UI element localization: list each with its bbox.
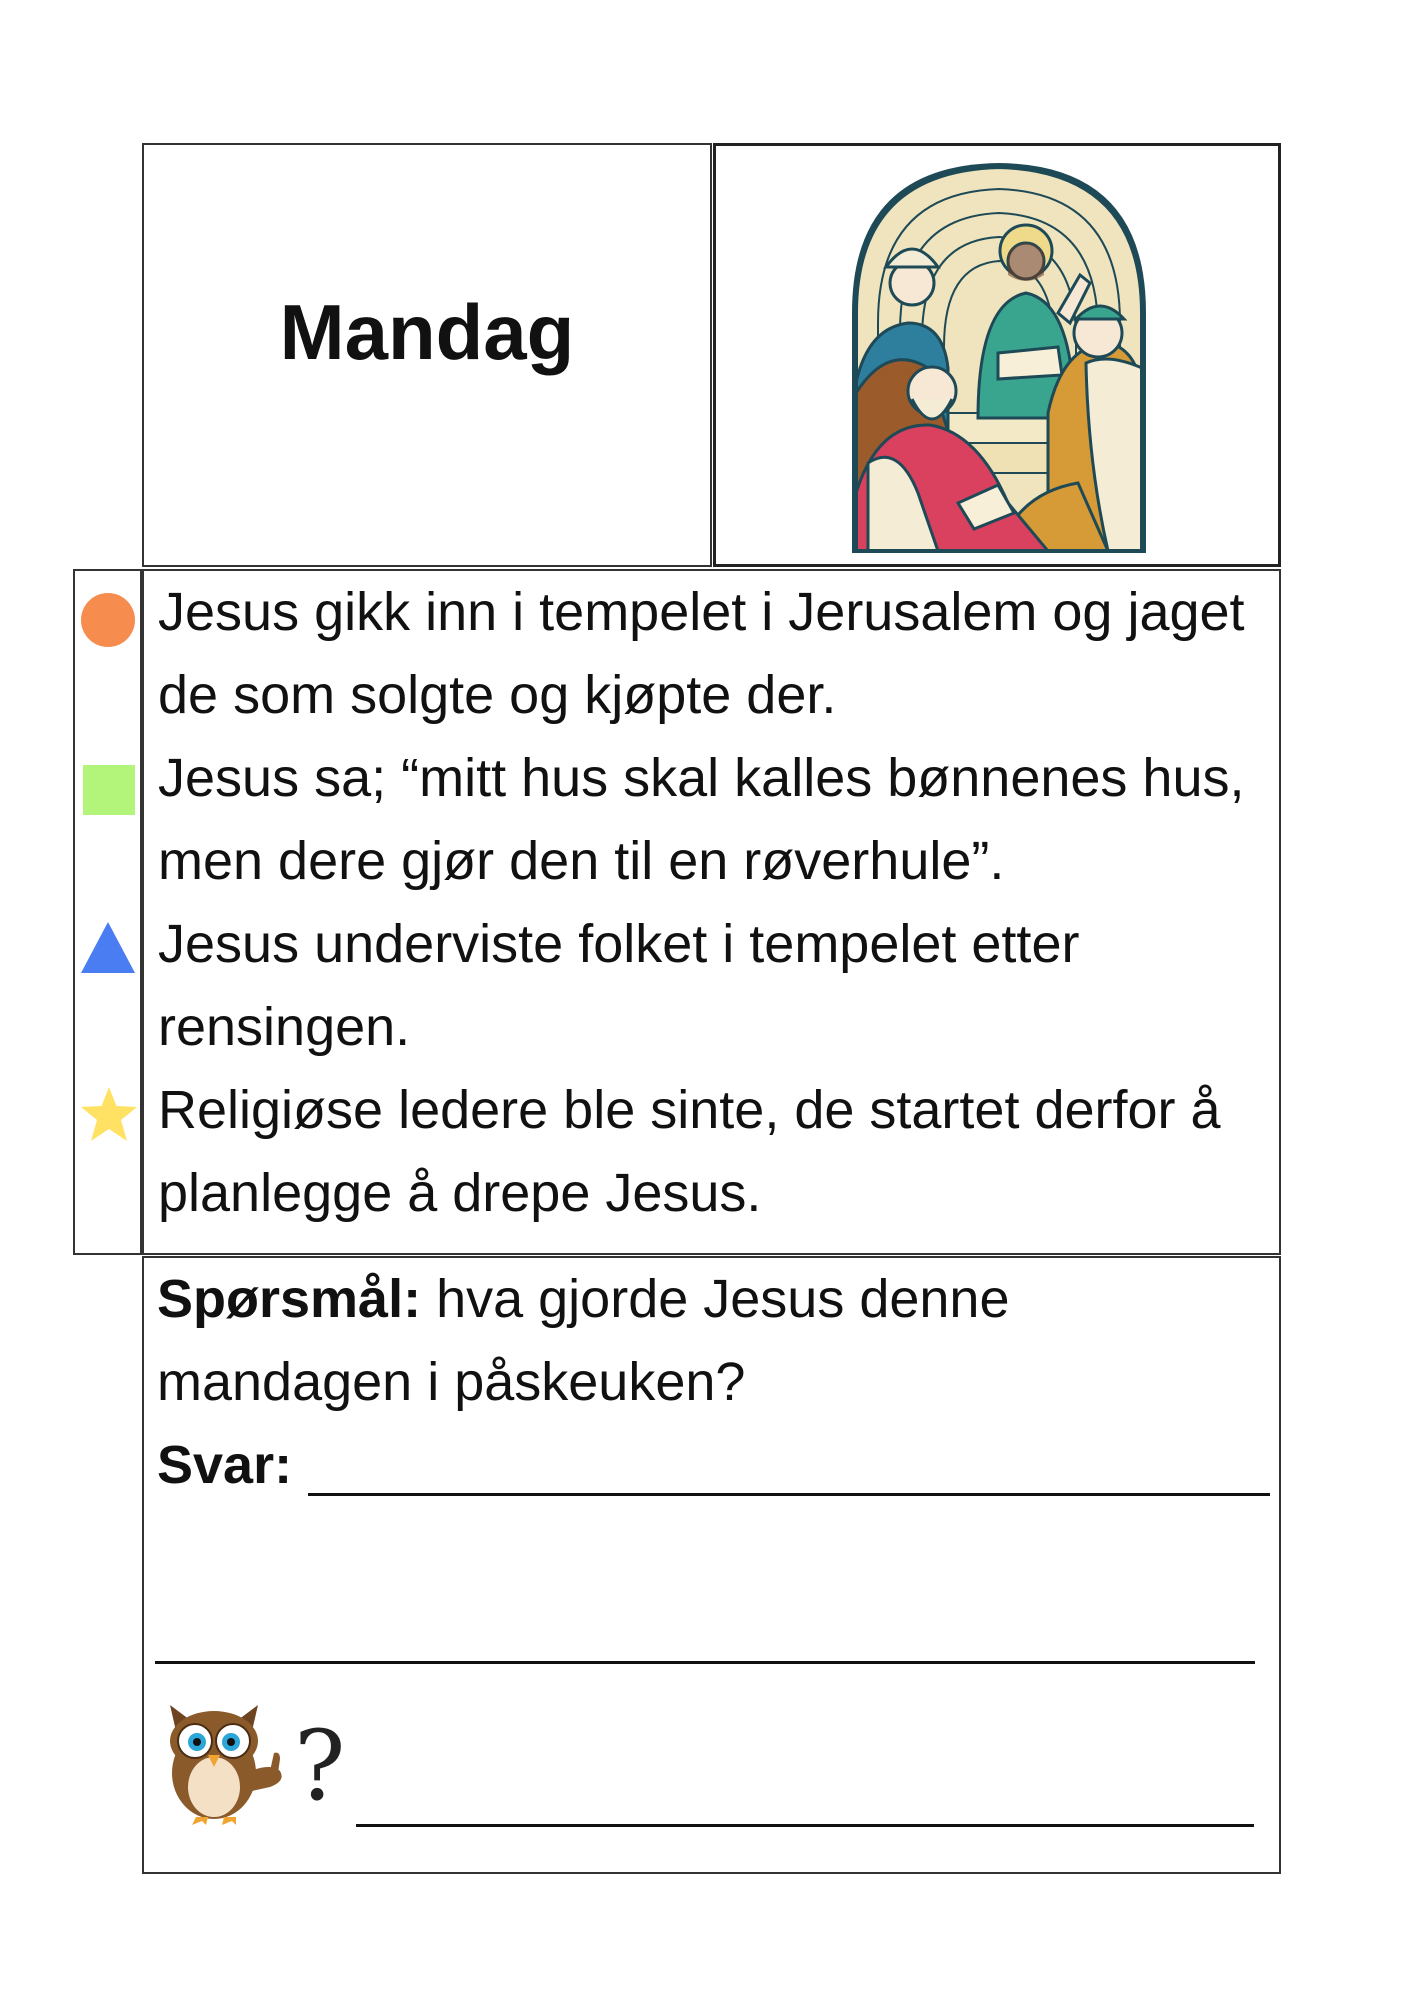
statements-cell	[142, 569, 1281, 1255]
answer-label: Svar:	[157, 1435, 293, 1495]
question-line-1	[157, 1258, 1010, 1341]
statement-1: Jesus gikk inn i tempelet i Jerusalem og jaget de som solgte og kjøpte der.	[158, 582, 1245, 725]
jesus-teaching-in-temple-stained-glass-icon	[848, 163, 1150, 555]
question-text-part-1: hva gjorde Jesus denne	[421, 1269, 1010, 1329]
owl-question-mark: ?	[294, 1710, 346, 1822]
blue-triangle-icon	[79, 919, 137, 977]
yellow-star-icon	[79, 1085, 139, 1143]
green-square-icon	[79, 761, 137, 819]
statement-4: Religiøse ledere ble sinte, de startet derfor å planlegge å drepe Jesus.	[158, 1080, 1221, 1223]
statement-3: Jesus underviste folket i tempelet etter rensingen.	[158, 914, 1080, 1057]
statement-2: Jesus sa; “mitt hus skal kalles bønnenes hus, men dere gjør den til en røverhule”.	[158, 748, 1245, 891]
answer-line-3[interactable]	[356, 1824, 1254, 1827]
answer-line-2[interactable]	[155, 1661, 1255, 1664]
answer-line-1[interactable]	[308, 1493, 1270, 1496]
question-label: Spørsmål:	[157, 1269, 422, 1329]
illustration-cell	[713, 143, 1281, 567]
owl-thumbs-up-icon	[162, 1701, 292, 1825]
question-answer-cell	[142, 1256, 1281, 1874]
title-cell	[142, 143, 712, 567]
marker-column	[73, 569, 142, 1255]
day-title: Mandag	[279, 288, 575, 376]
orange-circle-icon	[79, 591, 137, 649]
question-line-2: mandagen i påskeuken?	[157, 1352, 746, 1412]
